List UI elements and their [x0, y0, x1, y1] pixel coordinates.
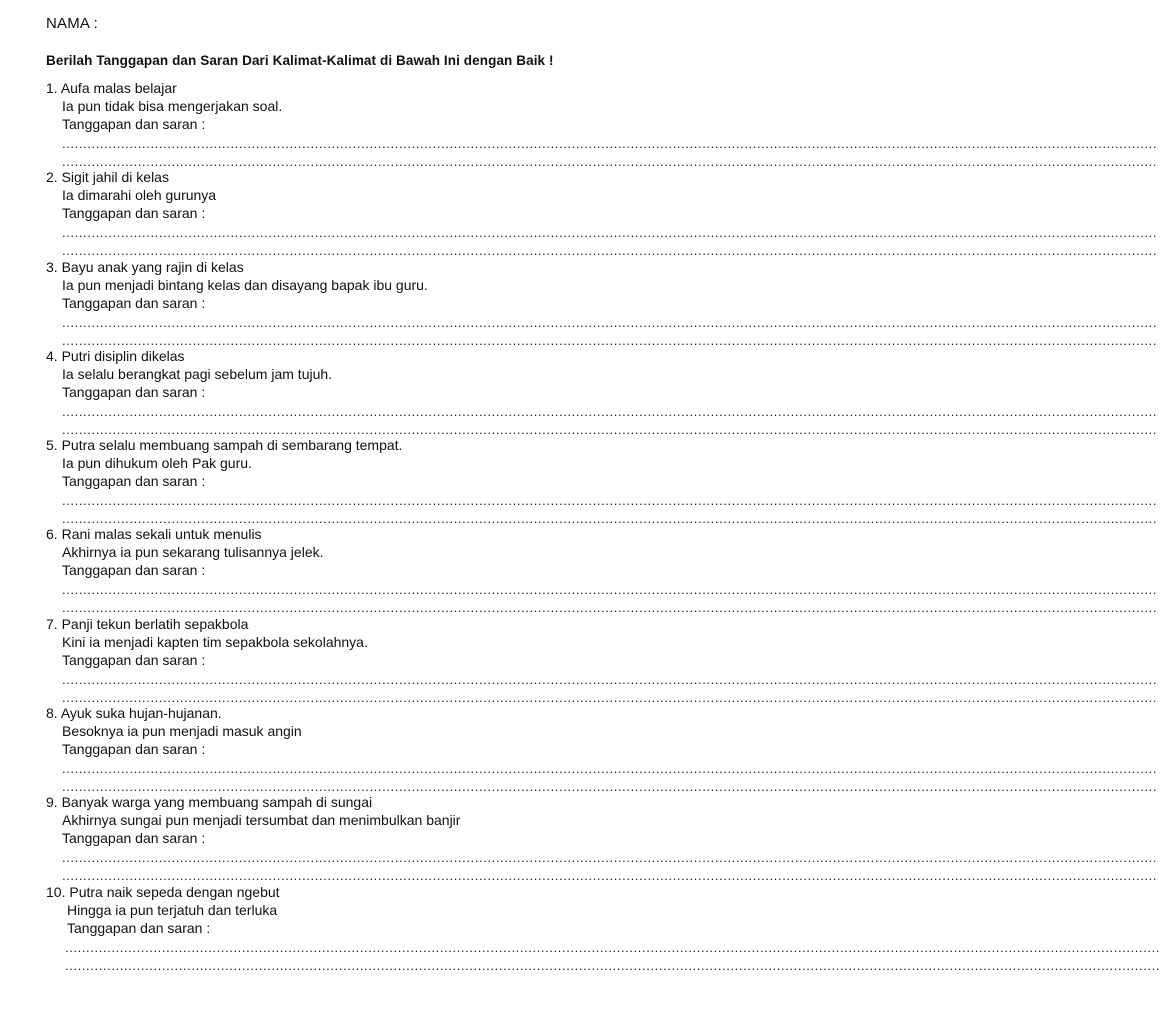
answer-line[interactable]: .................................................................................................................................................................................................................................................................... — [62, 689, 1158, 705]
answer-line[interactable]: .................................................................................................................................................................................................................................................................... — [62, 403, 1158, 419]
question-item — [0, 705, 1158, 795]
response-label: Tanggapan dan saran : — [62, 205, 206, 222]
response-label: Tanggapan dan saran : — [62, 294, 206, 311]
answer-line[interactable]: .................................................................................................................................................................................................................................................................... — [62, 600, 1158, 616]
question-number: 8. — [46, 705, 58, 722]
question-statement — [46, 259, 244, 276]
response-label: Tanggapan dan saran : — [62, 830, 206, 847]
question-consequence: Kini ia menjadi kapten tim sepakbola sekolahnya. — [62, 633, 368, 650]
question-item — [0, 169, 1158, 259]
question-number: 4. — [46, 347, 58, 364]
instruction-heading: Berilah Tanggapan dan Saran Dari Kalimat-Kalimat di Bawah Ini dengan Baik ! — [46, 53, 554, 68]
question-consequence: Hingga ia pun terjatuh dan terluka — [67, 901, 278, 918]
answer-line[interactable]: .................................................................................................................................................................................................................................................................... — [62, 314, 1158, 330]
answer-line[interactable]: .................................................................................................................................................................................................................................................................... — [62, 850, 1158, 866]
answer-line[interactable]: .................................................................................................................................................................................................................................................................... — [62, 421, 1158, 437]
name-label: NAMA : — [46, 15, 99, 32]
question-text: Aufa malas belajar — [60, 80, 177, 96]
answer-line[interactable]: .................................................................................................................................................................................................................................................................... — [62, 225, 1158, 241]
question-text: Bayu anak yang rajin di kelas — [61, 258, 244, 275]
response-label: Tanggapan dan saran : — [62, 383, 206, 400]
question-statement — [46, 348, 185, 365]
response-label: Tanggapan dan saran : — [67, 919, 211, 936]
question-item — [0, 883, 1160, 973]
question-statement — [46, 884, 280, 901]
answer-line[interactable]: .................................................................................................................................................................................................................................................................... — [62, 779, 1158, 795]
question-statement — [46, 526, 262, 543]
question-consequence: Ia selalu berangkat pagi sebelum jam tujuh. — [62, 365, 333, 382]
question-text: Ayuk suka hujan-hujanan. — [60, 705, 222, 722]
question-text: Panji tekun berlatih sepakbola — [61, 615, 249, 632]
question-consequence: Akhirnya sungai pun menjadi tersumbat dan menimbulkan banjir — [62, 812, 461, 829]
question-statement — [46, 794, 372, 811]
question-statement — [46, 80, 177, 97]
answer-line[interactable]: .................................................................................................................................................................................................................................................................... — [62, 671, 1158, 687]
question-text: Putra selalu membuang sampah di sembarang tempat. — [61, 437, 403, 454]
question-item — [0, 615, 1158, 705]
question-statement — [46, 705, 222, 722]
question-item — [0, 347, 1158, 437]
question-number: 10. — [46, 883, 66, 900]
question-number: 7. — [46, 615, 58, 632]
answer-line[interactable]: .................................................................................................................................................................................................................................................................... — [62, 493, 1158, 509]
question-text: Sigit jahil di kelas — [61, 169, 169, 186]
answer-line[interactable]: .................................................................................................................................................................................................................................................................... — [65, 939, 1160, 955]
question-item — [0, 258, 1158, 348]
response-label: Tanggapan dan saran : — [62, 116, 206, 132]
question-text: Banyak warga yang membuang sampah di sungai — [61, 794, 373, 811]
question-statement — [46, 169, 169, 186]
response-label: Tanggapan dan saran : — [62, 651, 206, 668]
question-item — [0, 437, 1158, 527]
question-consequence: Ia pun menjadi bintang kelas dan disayang bapak ibu guru. — [62, 276, 428, 293]
question-number: 6. — [46, 526, 58, 543]
answer-line[interactable]: .................................................................................................................................................................................................................................................................... — [62, 136, 1158, 151]
question-text: Putri disiplin dikelas — [61, 347, 185, 364]
question-item — [0, 794, 1158, 884]
response-label: Tanggapan dan saran : — [62, 741, 206, 758]
answer-line[interactable]: .................................................................................................................................................................................................................................................................... — [62, 243, 1158, 259]
response-label: Tanggapan dan saran : — [62, 473, 206, 490]
question-list — [0, 80, 1160, 973]
answer-line[interactable]: .................................................................................................................................................................................................................................................................... — [62, 332, 1158, 348]
question-number: 2. — [46, 169, 58, 186]
question-number: 1. — [46, 80, 58, 96]
question-consequence: Ia pun tidak bisa mengerjakan soal. — [62, 98, 283, 114]
answer-line[interactable]: .................................................................................................................................................................................................................................................................... — [65, 957, 1160, 973]
question-statement — [46, 616, 248, 633]
question-number: 9. — [46, 794, 58, 811]
question-number: 3. — [46, 258, 58, 275]
question-consequence: Akhirnya ia pun sekarang tulisannya jelek. — [62, 544, 324, 561]
question-consequence: Besoknya ia pun menjadi masuk angin — [62, 723, 302, 740]
answer-line[interactable]: .................................................................................................................................................................................................................................................................... — [62, 761, 1158, 777]
question-text: Rani malas sekali untuk menulis — [61, 526, 262, 543]
question-text: Putra naik sepeda dengan ngebut — [69, 883, 280, 900]
answer-line[interactable]: .................................................................................................................................................................................................................................................................... — [62, 868, 1158, 884]
question-number: 5. — [46, 437, 58, 454]
answer-line[interactable]: .................................................................................................................................................................................................................................................................... — [62, 511, 1158, 527]
question-consequence: Ia dimarahi oleh gurunya — [62, 187, 217, 204]
answer-line[interactable]: .................................................................................................................................................................................................................................................................... — [62, 154, 1158, 169]
question-consequence: Ia pun dihukum oleh Pak guru. — [62, 455, 252, 472]
question-statement — [46, 437, 402, 454]
response-label: Tanggapan dan saran : — [62, 562, 206, 579]
answer-line[interactable]: .................................................................................................................................................................................................................................................................... — [62, 582, 1158, 598]
question-item — [0, 80, 1158, 169]
question-item — [0, 526, 1158, 616]
